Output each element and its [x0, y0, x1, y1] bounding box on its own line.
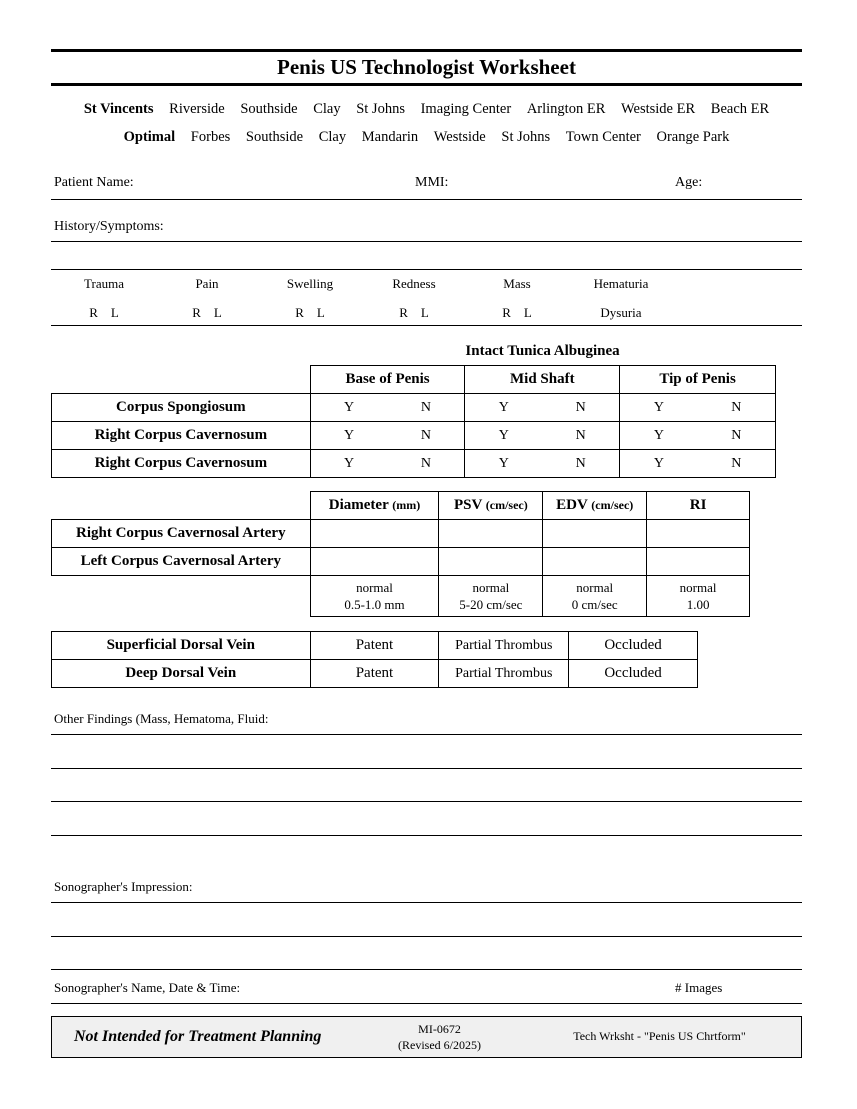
symptoms-line [51, 325, 802, 326]
yes-option[interactable]: Y [653, 427, 664, 443]
facility-option[interactable]: Southside [240, 101, 298, 117]
artery-corner [52, 492, 311, 520]
facility-group-st-vincents: St Vincents [83, 101, 154, 117]
row-corpus-spongiosum: Corpus Spongiosum [52, 394, 311, 422]
facility-option[interactable]: Orange Park [656, 129, 730, 145]
normal-diameter: normal 0.5-1.0 mm [310, 576, 439, 617]
age-label: Age: [675, 175, 703, 190]
option-occluded[interactable]: Occluded [569, 632, 698, 660]
footer-form-number: MI-0672 (Revised 6/2025) [398, 1022, 481, 1052]
yes-option[interactable]: Y [653, 399, 664, 415]
trauma-rl[interactable]: R L [89, 305, 119, 320]
yes-option[interactable]: Y [344, 455, 355, 471]
psv-input[interactable] [439, 548, 543, 576]
impression-label: Sonographer's Impression: [54, 879, 193, 894]
impression-line[interactable] [51, 936, 802, 937]
option-patent[interactable]: Patent [310, 660, 439, 688]
findings-line[interactable] [51, 734, 802, 735]
history-line-2[interactable] [51, 269, 802, 270]
col-mid-shaft: Mid Shaft [465, 366, 620, 394]
facility-row-st-vincents [51, 101, 802, 118]
col-base-of-penis: Base of Penis [310, 366, 465, 394]
option-patent[interactable]: Patent [310, 632, 439, 660]
tunica-corner [52, 366, 311, 394]
col-diameter: Diameter (mm) [310, 492, 439, 520]
tunica-table [51, 365, 776, 478]
option-partial-thrombus[interactable]: Partial Thrombus [439, 632, 569, 660]
facility-option[interactable]: Riverside [169, 101, 225, 117]
symptom-mass[interactable]: Mass [503, 276, 531, 291]
mass-rl[interactable]: R L [502, 305, 532, 320]
tunica-heading: Intact Tunica Albuginea [465, 343, 620, 359]
facility-group-optimal: Optimal [123, 129, 176, 145]
footer-form-name: Tech Wrksht - "Penis US Chrtform" [573, 1029, 746, 1043]
images-label: # Images [675, 980, 723, 995]
artery-table [51, 491, 750, 617]
yn-cell[interactable] [310, 450, 465, 478]
ri-input[interactable] [647, 548, 750, 576]
yn-cell[interactable] [620, 422, 776, 450]
yn-cell[interactable] [310, 394, 465, 422]
edv-input[interactable] [543, 520, 647, 548]
diameter-input[interactable] [310, 520, 439, 548]
yes-option[interactable]: Y [344, 399, 355, 415]
no-option[interactable]: N [731, 455, 742, 471]
symptom-trauma[interactable]: Trauma [84, 276, 124, 291]
no-option[interactable]: N [420, 455, 432, 471]
facility-option[interactable]: Westside ER [621, 101, 696, 117]
pain-rl[interactable]: R L [192, 305, 222, 320]
row-left-corpus-cavernosal-artery: Left Corpus Cavernosal Artery [52, 548, 311, 576]
row-right-corpus-cavernosal-artery: Right Corpus Cavernosal Artery [52, 520, 311, 548]
facility-option[interactable]: Forbes [190, 129, 231, 145]
facility-option[interactable]: Imaging Center [420, 101, 512, 117]
row-right-corpus-cavernosum-2: Right Corpus Cavernosum [52, 450, 311, 478]
impression-line[interactable] [51, 969, 802, 970]
row-deep-dorsal-vein: Deep Dorsal Vein [52, 660, 311, 688]
facility-option[interactable]: Mandarin [361, 129, 419, 145]
footer [51, 1016, 802, 1058]
other-findings-label: Other Findings (Mass, Hematoma, Fluid: [54, 711, 269, 726]
vein-table [51, 631, 698, 688]
yn-cell[interactable] [465, 450, 620, 478]
option-partial-thrombus[interactable]: Partial Thrombus [439, 660, 569, 688]
facility-option[interactable]: St Johns [501, 129, 551, 145]
row-superficial-dorsal-vein: Superficial Dorsal Vein [52, 632, 311, 660]
page-title: Penis US Technologist Worksheet [51, 49, 802, 86]
facility-option[interactable]: Arlington ER [526, 101, 606, 117]
impression-line[interactable] [51, 902, 802, 903]
footer-disclaimer: Not Intended for Treatment Planning [74, 1028, 322, 1045]
redness-rl[interactable]: R L [399, 305, 429, 320]
findings-line[interactable] [51, 835, 802, 836]
col-edv: EDV (cm/sec) [543, 492, 647, 520]
yn-cell[interactable] [465, 422, 620, 450]
yes-option[interactable]: Y [344, 427, 355, 443]
no-option[interactable]: N [731, 427, 742, 443]
yn-cell[interactable] [620, 394, 776, 422]
no-option[interactable]: N [420, 427, 432, 443]
symptom-swelling[interactable]: Swelling [286, 276, 334, 291]
symptom-dysuria[interactable]: Dysuria [600, 305, 642, 320]
normals-corner [52, 576, 311, 617]
no-option[interactable]: N [731, 399, 742, 415]
col-ri: RI [647, 492, 750, 520]
yn-cell[interactable] [310, 422, 465, 450]
row-right-corpus-cavernosum: Right Corpus Cavernosum [52, 422, 311, 450]
swelling-rl[interactable]: R L [295, 305, 325, 320]
yn-cell[interactable] [620, 450, 776, 478]
ri-input[interactable] [647, 520, 750, 548]
symptom-redness[interactable]: Redness [392, 276, 436, 291]
yn-cell[interactable] [465, 394, 620, 422]
yes-option[interactable]: Y [653, 455, 664, 471]
findings-line[interactable] [51, 768, 802, 769]
no-option[interactable]: N [575, 455, 586, 471]
facility-option[interactable]: St Johns [356, 101, 405, 117]
yes-option[interactable]: Y [498, 455, 509, 471]
facility-option[interactable]: Westside [433, 129, 486, 145]
facility-option[interactable]: Town Center [565, 129, 641, 145]
normal-edv: normal 0 cm/sec [543, 576, 647, 617]
patient-line[interactable] [51, 199, 802, 200]
normal-psv: normal 5-20 cm/sec [439, 576, 543, 617]
option-occluded[interactable]: Occluded [569, 660, 698, 688]
symptom-hematuria[interactable]: Hematuria [593, 276, 649, 291]
facility-option[interactable]: Clay [313, 101, 341, 117]
facility-option[interactable]: Beach ER [710, 101, 770, 117]
symptom-pain[interactable]: Pain [195, 276, 219, 291]
psv-input[interactable] [439, 520, 543, 548]
no-option[interactable]: N [575, 399, 586, 415]
facility-row-optimal [51, 129, 802, 146]
findings-line[interactable] [51, 801, 802, 802]
diameter-input[interactable] [310, 548, 439, 576]
sonographer-line[interactable] [51, 1003, 802, 1004]
normal-ri: normal 1.00 [647, 576, 750, 617]
history-line[interactable] [51, 241, 802, 242]
no-option[interactable]: N [575, 427, 586, 443]
yes-option[interactable]: Y [498, 427, 509, 443]
facility-option[interactable]: Southside [245, 129, 304, 145]
yes-option[interactable]: Y [498, 399, 509, 415]
edv-input[interactable] [543, 548, 647, 576]
col-psv: PSV (cm/sec) [439, 492, 543, 520]
history-label: History/Symptoms: [54, 219, 164, 234]
sonographer-label: Sonographer's Name, Date & Time: [54, 980, 241, 995]
mmi-label: MMI: [415, 175, 449, 190]
patient-name-label: Patient Name: [54, 175, 134, 190]
facility-option[interactable]: Clay [318, 129, 347, 145]
no-option[interactable]: N [420, 399, 432, 415]
col-tip-of-penis: Tip of Penis [620, 366, 776, 394]
